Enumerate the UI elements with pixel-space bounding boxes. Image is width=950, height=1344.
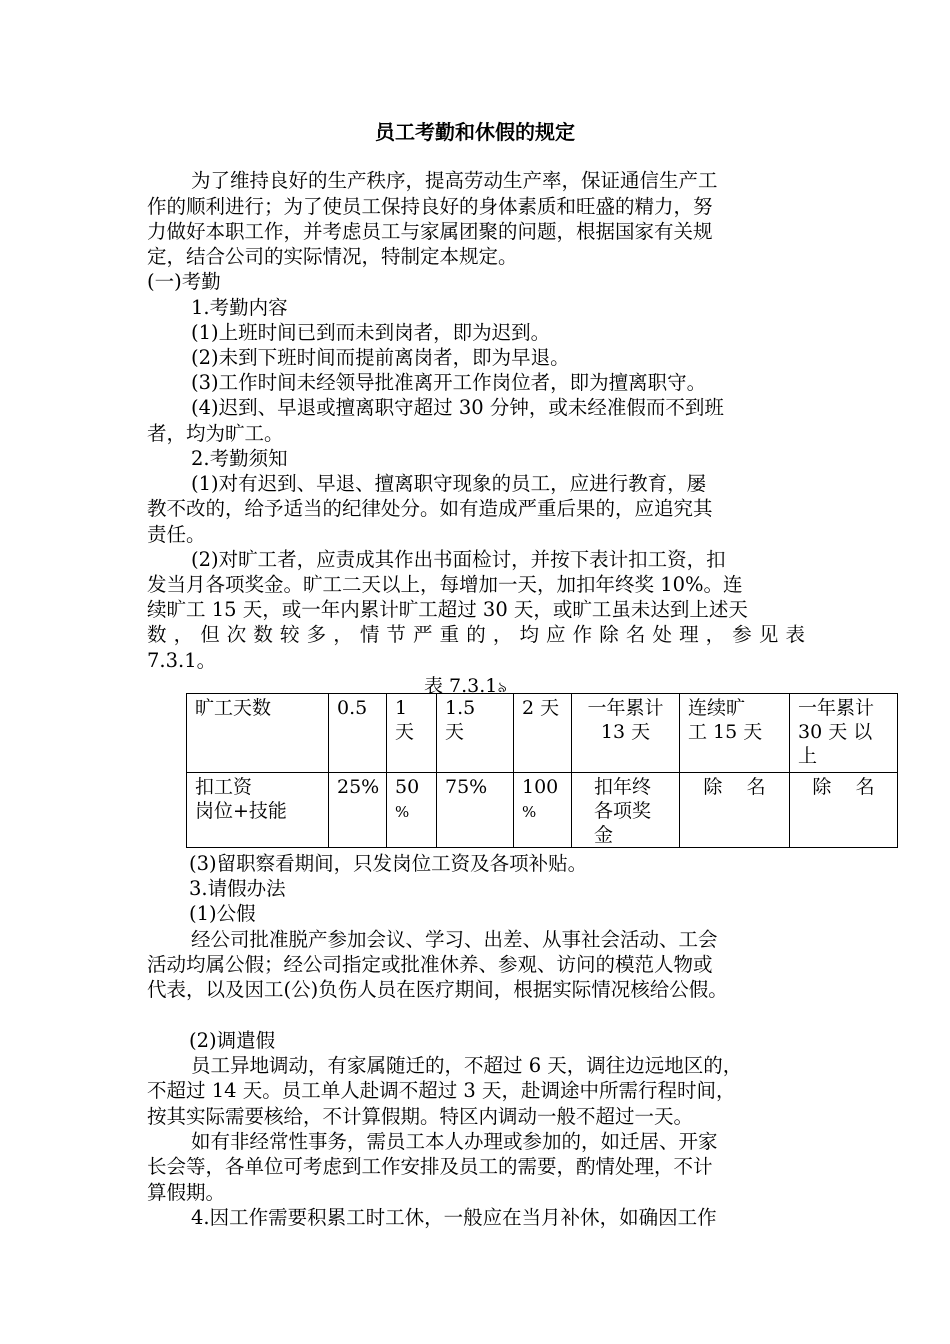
paragraph-line: 算假期。	[147, 1181, 226, 1204]
intro-line: 为了维持良好的生产秩序，提高劳动生产率，保证通信生产工	[191, 169, 718, 192]
paragraph-line: 教不改的，给予适当的纪律处分。如有造成严重后果的，应追究其	[147, 497, 713, 520]
table-cell: 一年累计 30 天 以 上	[790, 694, 898, 773]
paragraph-line: (1)对有迟到、早退、擅离职守现象的员工，应进行教育，屡	[191, 472, 707, 495]
table-cell: 除 名	[790, 773, 898, 848]
paragraph-line: 发当月各项奖金。旷工二天以上，每增加一天，加扣年终奖 10%。连	[147, 573, 743, 596]
page-title: 员工考勤和休假的规定	[375, 120, 575, 144]
list-item: (3)工作时间未经领导批准离开工作岗位者，即为擅离职守。	[191, 371, 707, 394]
table-cell: 扣工资 岗位+技能	[187, 773, 329, 848]
paragraph-line: 按其实际需要核给，不计算假期。特区内调动一般不超过一天。	[147, 1105, 694, 1128]
paragraph-line: 责任。	[147, 523, 206, 546]
table-row	[187, 773, 898, 848]
paragraph-line: 代表，以及因工(公)负伤人员在医疗期间，根据实际情况核给公假。	[147, 978, 728, 1001]
subsection-heading: 2.考勤须知	[191, 447, 288, 470]
list-item: (1)上班时间已到而未到岗者，即为迟到。	[191, 321, 551, 344]
table-caption-text: 表 7.3.1	[424, 675, 498, 697]
subsection-heading: (2)调遣假	[189, 1029, 276, 1052]
intro-line: 力做好本职工作，并考虑员工与家属团聚的问题，根据国家有关规	[147, 220, 713, 243]
paragraph-line: 活动均属公假；经公司指定或批准休养、参观、访问的模范人物或	[147, 953, 713, 976]
table-cell: 2 天	[514, 694, 572, 773]
subsection-heading: 3.请假办法	[189, 877, 286, 900]
table-cell: 扣年终 各项奖 金	[572, 773, 680, 848]
paragraph-line: 如有非经常性事务，需员工本人办理或参加的，如迁居、开家	[191, 1130, 718, 1153]
section-heading-attendance: (一)考勤	[147, 270, 221, 293]
intro-line: 定，结合公司的实际情况，特制定本规定。	[147, 245, 518, 268]
paragraph-line: 7.3.1。	[147, 649, 217, 672]
paragraph-line: 长会等，各单位可考虑到工作安排及员工的需要，酌情处理，不计	[147, 1155, 713, 1178]
table-cell: 连续旷 工 15 天	[680, 694, 790, 773]
paragraph-line: 经公司批准脱产参加会议、学习、出差、从事社会活动、工会	[191, 928, 718, 951]
table-cell: 1 天	[387, 694, 437, 773]
paragraph-line: 续旷工 15 天，或一年内累计旷工超过 30 天，或旷工虽未达到上述天	[147, 598, 748, 621]
paragraph-line: (3)留职察看期间，只发岗位工资及各项补贴。	[189, 852, 588, 875]
paragraph-line: 员工异地调动，有家属随迁的，不超过 6 天，调往边远地区的，	[191, 1054, 743, 1077]
table-cell: 50 %	[387, 773, 437, 848]
table-cell: 75%	[437, 773, 514, 848]
table-cell: 一年累计 13 天	[572, 694, 680, 773]
table-cell: 0.5	[329, 694, 387, 773]
list-item: (2)未到下班时间而提前离岗者，即为早退。	[191, 346, 570, 369]
table-cell: 100 %	[514, 773, 572, 848]
paragraph-line: (2)对旷工者，应责成其作出书面检讨，并按下表计扣工资，扣	[191, 548, 726, 571]
absence-deduction-table	[186, 693, 898, 848]
paragraph-line: 不超过 14 天。员工单人赴调不超过 3 天，赴调途中所需行程时间，	[147, 1079, 736, 1102]
table-row	[187, 694, 898, 773]
paragraph-line: 数，但次数较多，情节严重的，均应作除名处理，参见表	[147, 623, 805, 646]
intro-line: 作的顺利进行；为了使员工保持良好的身体素质和旺盛的精力，努	[147, 195, 713, 218]
paragraph-line: 4.因工作需要积累工时工休，一般应在当月补休，如确因工作	[191, 1206, 717, 1229]
caption-mark-icon: ৯	[497, 678, 508, 696]
subsection-heading: 1.考勤内容	[191, 296, 288, 319]
subsection-heading: (1)公假	[189, 902, 256, 925]
list-item: 者，均为旷工。	[147, 422, 284, 445]
table-cell: 除 名	[680, 773, 790, 848]
table-cell: 25%	[329, 773, 387, 848]
list-item: (4)迟到、早退或擅离职守超过 30 分钟，或未经准假而不到班	[191, 396, 724, 419]
table-cell: 1.5 天	[437, 694, 514, 773]
table-cell: 旷工天数	[187, 694, 329, 773]
